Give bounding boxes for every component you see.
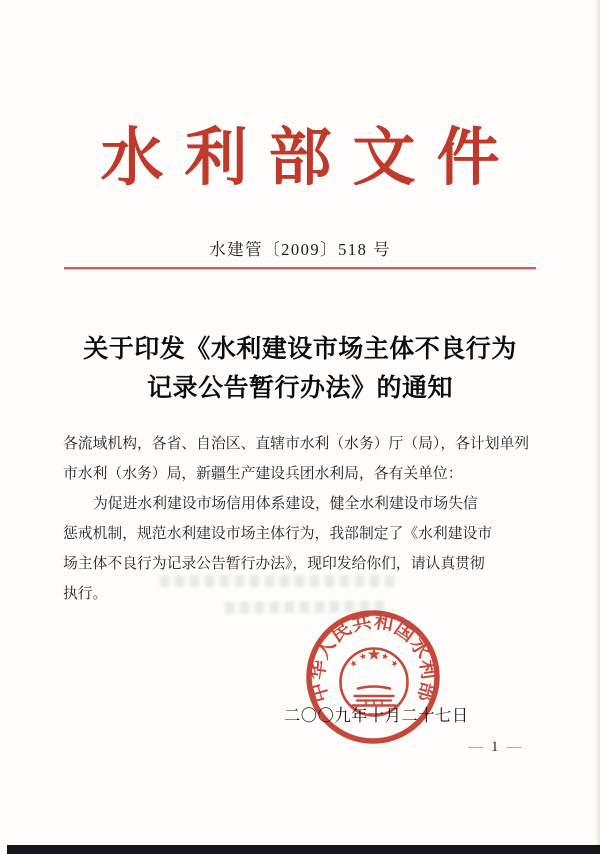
body-paragraphs bbox=[63, 429, 543, 609]
page-number-dash: — bbox=[506, 739, 522, 755]
body-line: 执行。 bbox=[63, 586, 108, 602]
scan-edge-right bbox=[595, 0, 600, 854]
scan-edge-bottom bbox=[7, 845, 600, 854]
page-number-value: 1 bbox=[491, 739, 499, 755]
red-divider-rule bbox=[64, 267, 536, 269]
document-number: 水建管〔2009〕518 号 bbox=[209, 240, 391, 259]
agency-header-title: 水利部文件 bbox=[100, 123, 521, 193]
page-number-dash: — bbox=[468, 739, 483, 755]
body-line: 场主体不良行为记录公告暂行办法》，现印发给你们，请认真贯彻 bbox=[63, 556, 485, 572]
notice-title-line-2: 记录公告暂行办法》的通知 bbox=[146, 375, 453, 402]
issue-date: 二〇〇九年十月二十七日 bbox=[284, 706, 469, 725]
notice-title-line-1: 关于印发《水利建设市场主体不良行为 bbox=[83, 336, 517, 363]
body-line: 为促进水利建设市场信用体系建设，健全水利建设市场失信 bbox=[93, 496, 478, 512]
notice-title bbox=[0, 330, 600, 408]
body-line: 各流域机构，各省、自治区、直辖市水利（水务）厅（局），各计划单列 bbox=[63, 436, 530, 452]
seal-ring-text: 中华人民共和国水利部 bbox=[307, 611, 439, 705]
emblem-star-small bbox=[381, 652, 389, 660]
body-line: 惩戒机制，规范水利建设市场主体行为，我部制定了《水利建设市 bbox=[63, 526, 493, 542]
body-line: 市水利（水务）局，新疆生产建设兵团水利局，各有关单位： bbox=[63, 466, 463, 482]
official-seal bbox=[303, 607, 443, 747]
emblem-star-small bbox=[359, 652, 367, 660]
page-number bbox=[460, 739, 530, 756]
